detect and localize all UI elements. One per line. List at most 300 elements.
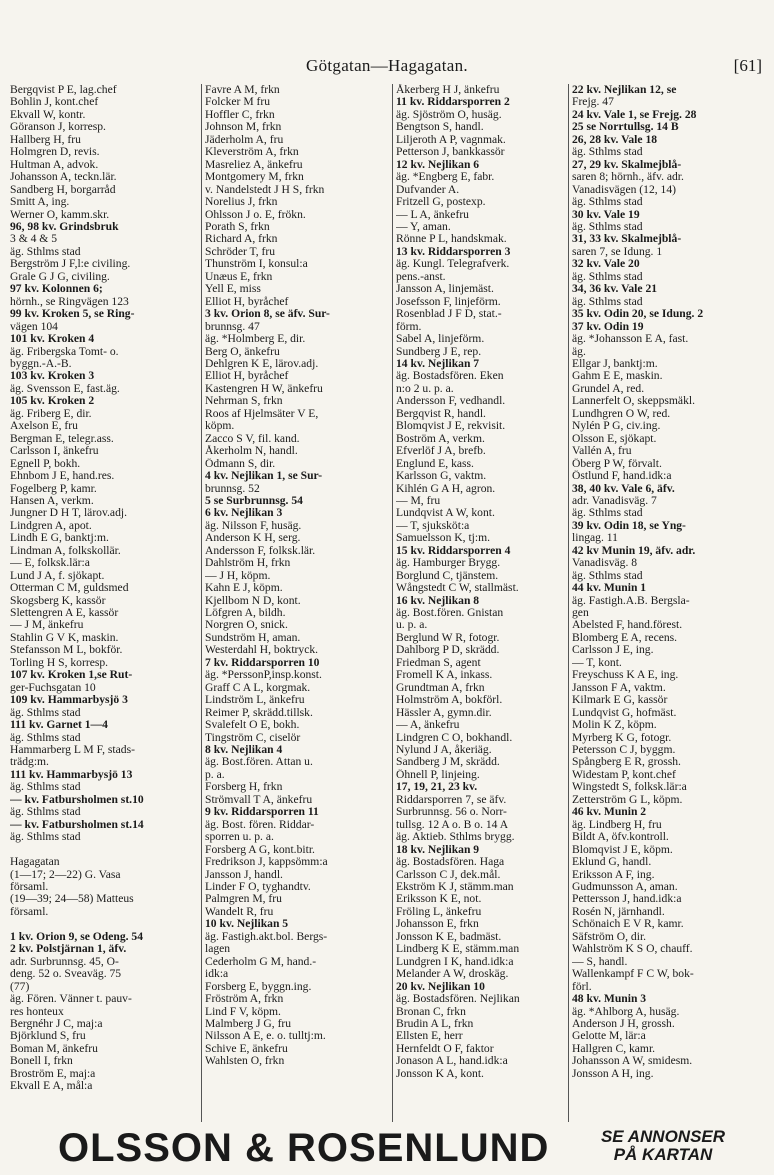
directory-entry: Lundqvist G, hofmäst. <box>572 706 677 719</box>
directory-entry: Hallberg H, fru <box>10 133 81 146</box>
directory-entry: äg. Sthlms stad <box>572 507 643 520</box>
directory-entry: Fröström A, frkn <box>205 993 284 1006</box>
directory-entry: Lind F V, köpm. <box>205 1005 281 1018</box>
directory-entry: Johansson E, frkn <box>396 918 479 931</box>
directory-entry: Skogsberg K, kassör <box>10 594 106 607</box>
directory-entry: 8 kv. Nejlikan 4 <box>205 744 283 757</box>
directory-entry: Friedman S, agent <box>396 656 481 669</box>
directory-entry: Grundtman A, frkn <box>396 681 485 694</box>
directory-entry: Grundel A, red. <box>572 382 645 395</box>
directory-entry: Favre A M, frkn <box>205 84 280 96</box>
directory-entry: äg. *Engberg E, fabr. <box>396 171 495 184</box>
directory-entry: Broström E, maj:a <box>10 1067 96 1080</box>
directory-entry: Ödmann S, dir. <box>205 457 276 470</box>
directory-entry: 96, 98 kv. Grindsbruk <box>10 220 119 233</box>
column-2 <box>205 84 388 1122</box>
directory-entry: Lundhgren O W, red. <box>572 407 671 420</box>
directory-entry: Josefsson F, linjeförm. <box>396 295 501 308</box>
directory-entry: Petterson J, bankkassör <box>396 146 505 159</box>
directory-entry: äg. Sthlms stad <box>572 196 643 209</box>
directory-entry: Yell E, miss <box>205 283 261 296</box>
directory-entry: Porath S, frkn <box>205 220 270 233</box>
directory-entry: Vanadisväg. 8 <box>572 557 638 570</box>
directory-entry: Sandberg H, borgarråd <box>10 183 116 196</box>
directory-entry: sporren u. p. a. <box>205 831 274 844</box>
directory-entry: 17, 19, 21, 23 kv. <box>396 781 478 794</box>
directory-entry: Montgomery M, frkn <box>205 171 304 184</box>
directory-entry: Abelsted F, hand.förest. <box>572 619 683 632</box>
directory-entry: 2 kv. Polstjärnan 1, äfv. <box>10 943 127 956</box>
directory-entry: Olsson E, sjökapt. <box>572 432 657 445</box>
directory-entry: Petersson C J, byggm. <box>572 744 676 757</box>
page-number: [61] <box>733 56 762 75</box>
directory-entry: församl. <box>10 905 49 918</box>
directory-entry: äg. Bostadsfören. Eken <box>396 370 504 383</box>
directory-entry: Hultman A, advok. <box>10 158 99 171</box>
directory-entry: Schönaich E V R, kamr. <box>572 918 684 931</box>
directory-entry: lingag. 11 <box>572 532 618 545</box>
directory-entry: äg. Bostadsfören. Nejlikan <box>396 993 520 1006</box>
directory-entry: Nilsson A E, e. o. tulltj:m. <box>205 1030 326 1043</box>
directory-entry: 37 kv. Odin 19 <box>572 320 644 333</box>
directory-entry: (19—39; 24—58) Matteus <box>10 893 134 906</box>
directory-entry: förl. <box>572 980 592 993</box>
column-divider <box>392 84 393 1122</box>
directory-entry: äg. Sthlms stad <box>572 569 643 582</box>
tagline-line-1: SE ANNONSER <box>600 1127 726 1146</box>
directory-entry: Karlsson G, vaktm. <box>396 470 487 483</box>
directory-entry: Åkerholm N, handl. <box>205 445 298 458</box>
directory-entry: Gahm E E, maskin. <box>572 370 663 383</box>
directory-entry: Lindgren A, apot. <box>10 519 92 532</box>
directory-entry: 35 kv. Odin 20, se Idung. 2 <box>572 308 704 321</box>
directory-entry: Bergnéhr J C, maj:a <box>10 1017 103 1030</box>
directory-entry: Schröder T, fru <box>205 245 276 258</box>
directory-entry: Johansson A, teckn.lär. <box>10 171 117 184</box>
directory-entry: Jonsson A H, ing. <box>572 1067 654 1080</box>
directory-entry: Borglund C, tjänstem. <box>396 569 499 582</box>
directory-entry: Eriksson A F, ing. <box>572 868 655 881</box>
directory-entry: äg. <box>572 345 586 358</box>
directory-entry: Rosenblad J F D, stat.- <box>396 308 502 321</box>
directory-entry: adr. Vanadisväg. 7 <box>572 494 657 507</box>
directory-entry: äg. Aktieb. Sthlms brygg. <box>396 831 515 844</box>
directory-entry: saren 7, se Idung. 1 <box>572 245 663 258</box>
directory-entry: Lindström L, änkefru <box>205 694 305 707</box>
directory-entry: äg. Fastigh.akt.bol. Bergs- <box>205 930 328 943</box>
directory-entry: Fromell K A, inkass. <box>396 669 493 682</box>
directory-entry: Jäderholm A, fru <box>205 133 284 146</box>
directory-entry: — T, kont. <box>572 656 622 669</box>
directory-entry: Malmberg J G, fru <box>205 1017 292 1030</box>
directory-entry: Holmström A, bokförl. <box>396 694 503 707</box>
directory-entry: Samuelsson K, tj:m. <box>396 532 491 545</box>
directory-entry: hörnh., se Ringvägen 123 <box>10 295 129 308</box>
directory-entry: (1—17; 2—22) G. Vasa <box>10 868 121 881</box>
directory-entry: Bronan C, frkn <box>396 1005 466 1018</box>
directory-entry: Nehrman S, frkn <box>205 395 283 408</box>
directory-entry: Vallén A, fru <box>572 445 632 458</box>
directory-entry: Norelius J, frkn <box>205 196 278 209</box>
directory-entry: Unæus E, frkn <box>205 270 273 283</box>
directory-entry: äg. Fastigh.A.B. Bergsla- <box>572 594 690 607</box>
directory-entry: Kleverström A, frkn <box>205 146 299 159</box>
advertisement-tagline <box>588 1128 738 1164</box>
directory-entry: Linder F O, tyghandtv. <box>205 881 311 893</box>
directory-entry: äg. *Holmberg E, dir. <box>205 333 306 346</box>
directory-entry: Holmgren D, revis. <box>10 146 100 159</box>
directory-entry: äg. Bost.fören. Attan u. <box>205 756 313 769</box>
directory-entry: Wallenkampf F C W, bok- <box>572 968 694 981</box>
directory-entry: Kihlén G A H, agron. <box>396 482 496 495</box>
directory-entry: 34, 36 kv. Vale 21 <box>572 283 658 296</box>
directory-entry: Zacco S V, fil. kand. <box>205 432 300 445</box>
directory-entry: äg. Friberg E, dir. <box>10 407 92 420</box>
advertisement-footer <box>0 1122 774 1175</box>
directory-entry: Gelotte M, lär:a <box>572 1030 646 1043</box>
directory-entry: Öhnell P, linjeing. <box>396 768 480 781</box>
directory-entry: Jansson F A, vaktm. <box>572 681 666 694</box>
directory-entry: Hernfeldt O F, faktor <box>396 1042 494 1055</box>
directory-entry: Werner O, kamm.skr. <box>10 208 110 221</box>
directory-entry: äg. Fribergska Tomt- o. <box>10 345 119 358</box>
directory-entry: Wahlström K S O, chauff. <box>572 943 693 956</box>
directory-entry: Bengtson S, handl. <box>396 121 484 134</box>
directory-entry: Blomberg E A, recens. <box>572 631 678 644</box>
directory-entry: Dahlborg P D, skrädd. <box>396 644 500 657</box>
directory-entry: Sundström H, aman. <box>205 631 301 644</box>
directory-entry: Westerdahl H, boktryck. <box>205 644 319 657</box>
directory-entry: Roos af Hjelmsäter V E, <box>205 407 319 420</box>
directory-entry: äg. *Johansson E A, fast. <box>572 333 689 346</box>
directory-entry: Rönne P L, handskmak. <box>396 233 507 246</box>
directory-entry: Ellgar J, banktj:m. <box>572 357 658 370</box>
directory-entry: Ellsten E, herr <box>396 1030 463 1043</box>
directory-entry: 99 kv. Kroken 5, se Ring- <box>10 308 135 321</box>
directory-entry: (77) <box>10 980 30 993</box>
directory-entry: Molin K Z, köpm. <box>572 719 657 732</box>
directory-entry: Andersson F, vedhandl. <box>396 395 506 408</box>
advertiser-name: OLSSON & ROSENLUND <box>58 1126 550 1170</box>
directory-entry: Smitt A, ing. <box>10 196 70 209</box>
directory-entry: adr. Surbrunnsg. 45, O- <box>10 955 119 968</box>
directory-entry: Forsberg A G, kont.bitr. <box>205 843 315 856</box>
directory-entry: Nylén P G, civ.ing. <box>572 420 661 433</box>
directory-entry <box>10 918 198 930</box>
directory-entry: Cederholm G M, hand.- <box>205 955 317 968</box>
directory-entry: Hammarberg L M F, stads- <box>10 744 135 757</box>
directory-entry: Dufvander A. <box>396 183 460 196</box>
directory-entry: — J H, köpm. <box>205 569 271 582</box>
column-1 <box>10 84 198 1122</box>
directory-entry: köpm. <box>205 420 235 433</box>
directory-entry: Lindh E G, banktj:m. <box>10 532 109 545</box>
directory-entry: n:o 2 u. p. a. <box>396 382 454 395</box>
directory-entry: deng. 52 o. Sveaväg. 75 <box>10 968 122 981</box>
directory-entry: Lannerfelt O, skeppsmäkl. <box>572 395 695 408</box>
directory-entry: Bohlin J, kont.chef <box>10 96 99 109</box>
directory-entry: 97 kv. Kolonnen 6; <box>10 283 103 296</box>
directory-entry: Lindberg K E, stämm.man <box>396 943 520 956</box>
directory-entry: Berglund W R, fotogr. <box>396 631 500 644</box>
directory-entry: Efverlöf J A, brefb. <box>396 445 486 458</box>
directory-entry: Masreliez A, änkefru <box>205 158 303 171</box>
directory-columns <box>10 84 770 1122</box>
directory-entry: Egnell P, bokh. <box>10 457 81 470</box>
directory-entry: Öberg P W, förvalt. <box>572 457 662 470</box>
directory-entry: Göranson J, korresp. <box>10 121 106 134</box>
directory-entry: äg. Sthlms stad <box>10 245 81 258</box>
directory-entry: Hallgren C, kamr. <box>572 1042 656 1055</box>
directory-entry: Jonsson K A, kont. <box>396 1067 484 1080</box>
directory-entry: Ehnbom J E, hand.res. <box>10 470 115 483</box>
directory-entry: Myrberg K G, fotogr. <box>572 731 672 744</box>
column-3 <box>396 84 566 1122</box>
directory-entry: Eriksson K E, not. <box>396 893 482 906</box>
directory-entry: Kjellbom N D, kont. <box>205 594 301 607</box>
directory-entry: Pettersson J, hand.idk:a <box>572 893 682 906</box>
directory-entry: Forsberg E, byggn.ing. <box>205 980 312 993</box>
directory-entry: 32 kv. Vale 20 <box>572 258 640 271</box>
directory-entry: äg. Sthlms stad <box>10 781 81 794</box>
directory-entry: Fredrikson J, kappsömm:a <box>205 856 328 869</box>
directory-entry: Jonason A L, hand.idk:a <box>396 1055 508 1068</box>
directory-entry: brunnsg. 47 <box>205 320 260 333</box>
directory-entry: 31, 33 kv. Skalmejblå- <box>572 233 682 246</box>
directory-entry: brunnsg. 52 <box>205 482 260 495</box>
directory-entry: 44 kv. Munin 1 <box>572 582 647 595</box>
directory-entry: Hansen A, verkm. <box>10 494 94 507</box>
directory-entry: Bergqvist P E, lag.chef <box>10 84 117 96</box>
directory-entry: Lundgren I K, hand.idk:a <box>396 955 514 968</box>
directory-entry: äg. Sthlms stad <box>10 831 81 844</box>
directory-entry: Anderson K H, serg. <box>205 532 301 545</box>
directory-entry: — E, folksk.lär:a <box>10 557 90 570</box>
directory-entry: idk:a <box>205 968 229 981</box>
directory-entry: 10 kv. Nejlikan 5 <box>205 918 289 931</box>
directory-entry: — kv. Fatbursholmen st.10 <box>10 793 144 806</box>
directory-entry: Ekvall W, kontr. <box>10 108 86 121</box>
directory-entry: Vanadisvägen (12, 14) <box>572 183 676 196</box>
directory-entry: 18 kv. Nejlikan 9 <box>396 843 480 856</box>
directory-entry: 4 kv. Nejlikan 1, se Sur- <box>205 470 323 483</box>
directory-entry: Blomqvist J E, köpm. <box>572 843 673 856</box>
directory-entry: — J M, änkefru <box>10 619 84 632</box>
directory-entry: 22 kv. Nejlikan 12, se <box>572 84 677 96</box>
directory-entry: ger-Fuchsgatan 10 <box>10 681 96 694</box>
directory-entry: Gudmunsson A, aman. <box>572 881 678 893</box>
directory-entry: saren 8; hörnh., äfv. adr. <box>572 171 684 184</box>
directory-entry: 46 kv. Munin 2 <box>572 806 647 819</box>
directory-entry: Wandelt R, fru <box>205 905 274 918</box>
directory-entry: Åkerberg H J, änkefru <box>396 84 500 96</box>
directory-entry: Bergström J F,l:e civiling. <box>10 258 131 271</box>
directory-entry: äg. Hamburger Brygg. <box>396 557 501 570</box>
directory-entry: äg. Sthlms stad <box>572 146 643 159</box>
directory-entry: äg. Sthlms stad <box>10 706 81 719</box>
directory-entry: Rosén N, järnhandl. <box>572 905 665 918</box>
directory-entry: 7 kv. Riddarsporren 10 <box>205 656 320 669</box>
directory-entry: äg. Sjöström O, husäg. <box>396 108 502 121</box>
directory-entry: äg. Sthlms stad <box>572 270 643 283</box>
directory-entry: 15 kv. Riddarsporren 4 <box>396 544 511 557</box>
directory-entry: u. p. a. <box>396 619 428 632</box>
directory-entry: äg. Svensson E, fast.äg. <box>10 382 120 395</box>
directory-entry: 24 kv. Vale 1, se Frejg. 28 <box>572 108 697 121</box>
directory-entry: 27, 29 kv. Skalmejblå- <box>572 158 682 171</box>
page-header <box>0 56 774 80</box>
directory-entry: Svalefelt O E, bokh. <box>205 719 300 732</box>
directory-entry: 5 se Surbrunnsg. 54 <box>205 494 303 507</box>
directory-entry: v. Nandelstedt J H S, frkn <box>205 183 325 196</box>
directory-entry: äg. Sthlms stad <box>572 295 643 308</box>
directory-entry: 105 kv. Kroken 2 <box>10 395 95 408</box>
directory-entry: — L A, änkefru <box>396 208 469 221</box>
directory-entry: Säfström O, dir. <box>572 930 647 943</box>
directory-entry: Forsberg H, frkn <box>205 781 283 794</box>
directory-entry: äg. Sthlms stad <box>10 731 81 744</box>
directory-entry: 11 kv. Riddarsporren 2 <box>396 96 510 109</box>
directory-entry: äg. Bostadsfören. Haga <box>396 856 505 869</box>
directory-entry: 38, 40 kv. Vale 6, äfv. <box>572 482 675 495</box>
directory-entry: Hagagatan <box>10 856 60 869</box>
directory-entry: byggn.-A.-B. <box>10 357 72 370</box>
directory-entry: Carlsson J E, ing. <box>572 644 654 657</box>
column-4 <box>572 84 770 1122</box>
directory-entry: äg. Bost. fören. Riddar- <box>205 818 315 831</box>
directory-entry: 48 kv. Munin 3 <box>572 993 647 1006</box>
directory-entry: tullsg. 12 A o. B o. 14 A <box>396 818 509 831</box>
directory-entry: Kastengren H W, änkefru <box>205 382 323 395</box>
directory-entry: — T, sjuksköt:a <box>396 519 470 532</box>
directory-entry: Stahlin G V K, maskin. <box>10 631 119 644</box>
directory-entry: 30 kv. Vale 19 <box>572 208 640 221</box>
directory-entry: Dahlström H, frkn <box>205 557 291 570</box>
directory-entry: förm. <box>396 320 422 333</box>
directory-entry: 42 kv Munin 19, äfv. adr. <box>572 544 696 557</box>
directory-entry: Bergqvist R, handl. <box>396 407 486 420</box>
directory-entry: äg. *PerssonP,insp.konst. <box>205 669 322 682</box>
directory-entry: 25 se Norrtullsg. 14 B <box>572 121 679 134</box>
directory-entry: Jansson J, handl. <box>205 868 283 881</box>
directory-entry: 9 kv. Riddarsporren 11 <box>205 806 319 819</box>
directory-entry: Tingström C, ciselör <box>205 731 301 744</box>
directory-entry: Berg O, änkefru <box>205 345 280 358</box>
directory-entry: Jonsson K E, badmäst. <box>396 930 502 943</box>
directory-entry: res honteux <box>10 1005 64 1018</box>
directory-entry: 13 kv. Riddarsporren 3 <box>396 245 511 258</box>
column-divider <box>568 84 569 1122</box>
directory-entry: Folcker M fru <box>205 96 271 109</box>
directory-entry: Ekvall E A, mål:a <box>10 1080 93 1093</box>
directory-entry: Fritzell G, postexp. <box>396 196 486 209</box>
directory-entry: 39 kv. Odin 18, se Yng- <box>572 519 686 532</box>
directory-entry: Norgren O, snick. <box>205 619 288 632</box>
directory-entry: Bergman E, telegr.ass. <box>10 432 114 445</box>
directory-entry: Frejg. 47 <box>572 96 614 109</box>
directory-entry: Wångstedt C W, stallmäst. <box>396 582 519 595</box>
directory-entry: Elliot H, byråchef <box>205 295 289 308</box>
directory-entry: Dehlgren K E, lärov.adj. <box>205 357 319 370</box>
directory-entry: 26, 28 kv. Vale 18 <box>572 133 658 146</box>
directory-entry: Strömvall T A, änkefru <box>205 793 313 806</box>
directory-entry: Torling H S, korresp. <box>10 656 109 669</box>
directory-entry: församl. <box>10 881 49 893</box>
directory-entry: äg. Fören. Vänner t. pauv- <box>10 993 132 1006</box>
directory-entry: Englund E, kass. <box>396 457 474 470</box>
directory-entry: 12 kv. Nejlikan 6 <box>396 158 480 171</box>
directory-entry: äg. Nilsson F, husäg. <box>205 519 302 532</box>
directory-entry: Löfgren A, bildh. <box>205 607 286 620</box>
directory-entry: Nylund J A, åkeriäg. <box>396 744 492 757</box>
tagline-line-2: PÅ KARTAN <box>613 1145 713 1164</box>
directory-entry: Bonell I, frkn <box>10 1055 73 1068</box>
directory-entry: äg. Bost.fören. Gnistan <box>396 607 504 620</box>
directory-entry: Liljeroth A P, vagnmak. <box>396 133 506 146</box>
directory-entry: Andersson F, folksk.lär. <box>205 544 316 557</box>
directory-entry: 111 kv. Garnet 1—4 <box>10 719 108 732</box>
directory-entry: äg. Sthlms stad <box>572 220 643 233</box>
directory-entry: Fröling L, änkefru <box>396 905 482 918</box>
directory-entry: Carlsson I, änkefru <box>10 445 99 458</box>
directory-entry: 103 kv. Kroken 3 <box>10 370 95 383</box>
directory-entry: Melander A W, droskäg. <box>396 968 509 981</box>
directory-entry: 3 & 4 & 5 <box>10 233 58 246</box>
directory-entry: Zetterström G L, köpm. <box>572 793 683 806</box>
directory-entry: pens.-anst. <box>396 270 446 283</box>
directory-entry: Widestam P, kont.chef <box>572 768 676 781</box>
directory-entry: Graff C A L, korgmak. <box>205 681 311 694</box>
directory-entry: Richard A, frkn <box>205 233 278 246</box>
directory-entry: Grale G J G, civiling. <box>10 270 110 283</box>
directory-entry: 14 kv. Nejlikan 7 <box>396 357 480 370</box>
directory-entry: vägen 104 <box>10 320 58 333</box>
directory-entry: 107 kv. Kroken 1,se Rut- <box>10 669 133 682</box>
directory-entry: Lund J A, f. sjökapt. <box>10 569 105 582</box>
directory-entry: Schive E, änkefru <box>205 1042 288 1055</box>
directory-entry: — kv. Fatbursholmen st.14 <box>10 818 144 831</box>
directory-entry: trädg:m. <box>10 756 49 769</box>
directory-entry: Lindman A, folkskollär. <box>10 544 121 557</box>
directory-entry: 111 kv. Hammarbysjö 13 <box>10 768 133 781</box>
directory-entry: — A, änkefru <box>396 719 460 732</box>
directory-entry: 6 kv. Nejlikan 3 <box>205 507 283 520</box>
directory-entry: — S, handl. <box>572 955 628 968</box>
directory-entry: Lundqvist A W, kont. <box>396 507 495 520</box>
directory-entry: lagen <box>205 943 231 956</box>
directory-entry: Bildt A, öfv.kontroll. <box>572 831 669 844</box>
directory-entry: Otterman C M, guldsmed <box>10 582 129 595</box>
directory-entry: Sundberg J E, rep. <box>396 345 482 358</box>
directory-entry: Stefansson M L, bokför. <box>10 644 123 657</box>
directory-entry: Johnson M, frkn <box>205 121 282 134</box>
directory-entry: Fogelberg P, kamr. <box>10 482 97 495</box>
directory-entry: gen <box>572 607 589 620</box>
directory-entry: — Y, aman. <box>396 220 451 233</box>
directory-entry: äg. *Ahlborg A, husäg. <box>572 1005 680 1018</box>
directory-entry: Lindgren C O, bokhandl. <box>396 731 513 744</box>
directory-entry: Elliot H, byråchef <box>205 370 289 383</box>
page-title: Götgatan—Hagagatan. <box>306 56 468 75</box>
directory-entry: Boman M, änkefru <box>10 1042 98 1055</box>
directory-entry: Wingstedt S, folksk.lär:a <box>572 781 687 794</box>
directory-entry: Hoffler C, frkn <box>205 108 275 121</box>
directory-entry: Jansson A, linjemäst. <box>396 283 494 296</box>
directory-entry: Ohlsson J o. E, frökn. <box>205 208 306 221</box>
directory-entry: Kilmark E G, kassör <box>572 694 668 707</box>
directory-entry: 3 kv. Orion 8, se äfv. Sur- <box>205 308 330 321</box>
directory-entry: Jungner D H T, lärov.adj. <box>10 507 127 520</box>
